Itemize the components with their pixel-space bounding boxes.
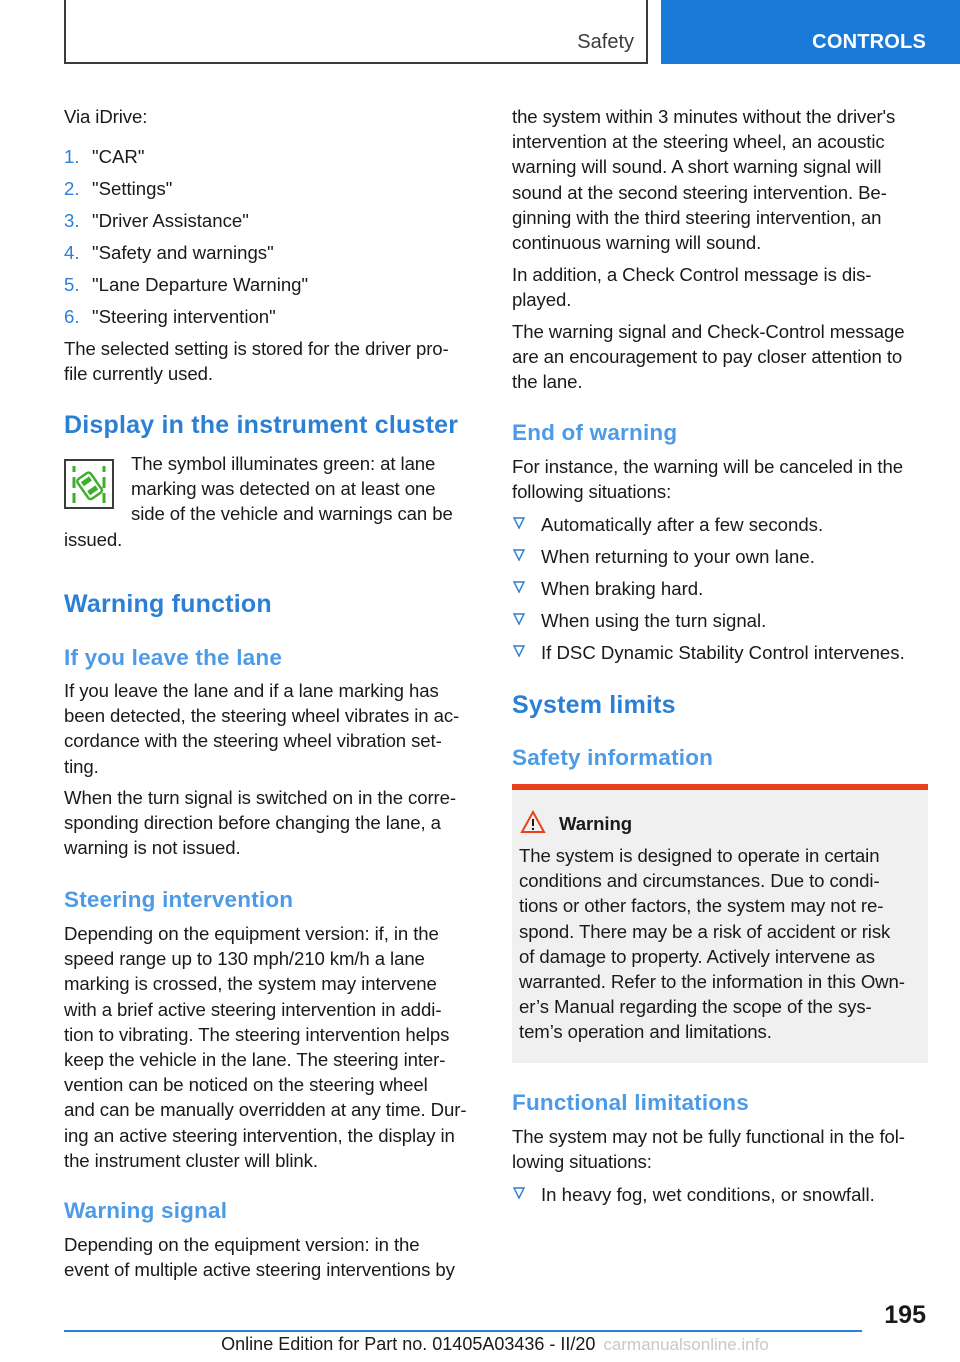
leave-lane-heading: If you leave the lane	[64, 645, 283, 670]
lane-departure-warning-icon	[64, 459, 114, 509]
header-chapter-label: CONTROLS	[812, 31, 926, 53]
end-of-warning-intro: For instance, the warning will be canceled in the following situations:	[512, 456, 903, 503]
system-limits-heading: System limits	[512, 691, 676, 719]
header-section-box	[64, 0, 648, 64]
via-idrive-label: Via iDrive:	[64, 106, 148, 127]
steering-intervention-heading: Steering intervention	[64, 887, 294, 912]
turn-signal-text: When the turn signal is switched on in the corre- sponding direction before changing the lane, a warning is not issued.	[64, 787, 456, 859]
warning-bar	[512, 784, 928, 790]
warning-title: Warning	[559, 813, 632, 834]
warning-signal-continued: the system within 3 minutes without the driver's intervention at the steering wheel, an acoustic warning will sound. A short warning signal will sound at the second steering intervention. Be- ginning with the third steering intervention, an continuous warning will sound.	[512, 106, 896, 254]
header-section-label: Safety	[577, 31, 634, 53]
display-heading: Display in the instrument cluster	[64, 411, 459, 439]
warning-box	[512, 784, 928, 1063]
check-control-text: In addition, a Check Control message is dis- played.	[512, 264, 872, 311]
page-number: 195	[884, 1301, 926, 1329]
footer-edition: Online Edition for Part no. 01405A03436 - II/20 carmanualsonline.info	[221, 1334, 769, 1354]
encouragement-text: The warning signal and Check-Control message are an encouragement to pay closer attention to the lane.	[512, 321, 905, 393]
leave-lane-text: If you leave the lane and if a lane marking has been detected, the steering wheel vibrates in ac- cordance with the steering wheel vibration set- ting.	[64, 680, 460, 777]
functional-limitations-heading: Functional limitations	[512, 1090, 749, 1115]
warning-signal-text: Depending on the equipment version: in the event of multiple active steering interventions by	[64, 1234, 455, 1281]
steering-intervention-text: Depending on the equipment version: if, in the speed range up to 130 mph/210 km/h a lane marking is crossed, the system may intervene with a brief active steering intervention in addi- tion to vibrating. The steering intervention helps keep the vehicle in the lane. The steering inter- vention can be noticed on the steering wheel and can be manually overridden at any time. Dur- ing an active steering intervention, the display in the instrument cluster will blink.	[64, 923, 467, 1171]
watermark: carmanualsonline.info	[603, 1335, 769, 1354]
safety-information-heading: Safety information	[512, 745, 714, 770]
display-description: The symbol illuminates green: at lane marking was detected on at least one side of the vehicle and warnings can be	[131, 453, 453, 525]
display-description-end: issued.	[64, 529, 123, 550]
end-of-warning-heading: End of warning	[512, 420, 678, 445]
warning-triangle-icon	[520, 810, 546, 834]
warning-signal-heading: Warning signal	[64, 1198, 228, 1223]
warning-text: The system is designed to operate in certain conditions and circumstances. Due to condi- tions or other factors, the system may not re- spond. There may be a risk of accident or risk of damage to property. Actively intervene as warranted. Refer to the information in this Own- er’s Manual regarding the scope of the sys- tem’s operation and limitations.	[519, 845, 905, 1043]
warning-function-heading: Warning function	[64, 590, 272, 618]
stored-setting-text: The selected setting is stored for the driver pro- file currently used.	[64, 338, 449, 385]
functional-limitations-intro: The system may not be fully functional in the fol- lowing situations:	[512, 1126, 905, 1173]
header-chapter-tab[interactable]	[661, 0, 960, 64]
